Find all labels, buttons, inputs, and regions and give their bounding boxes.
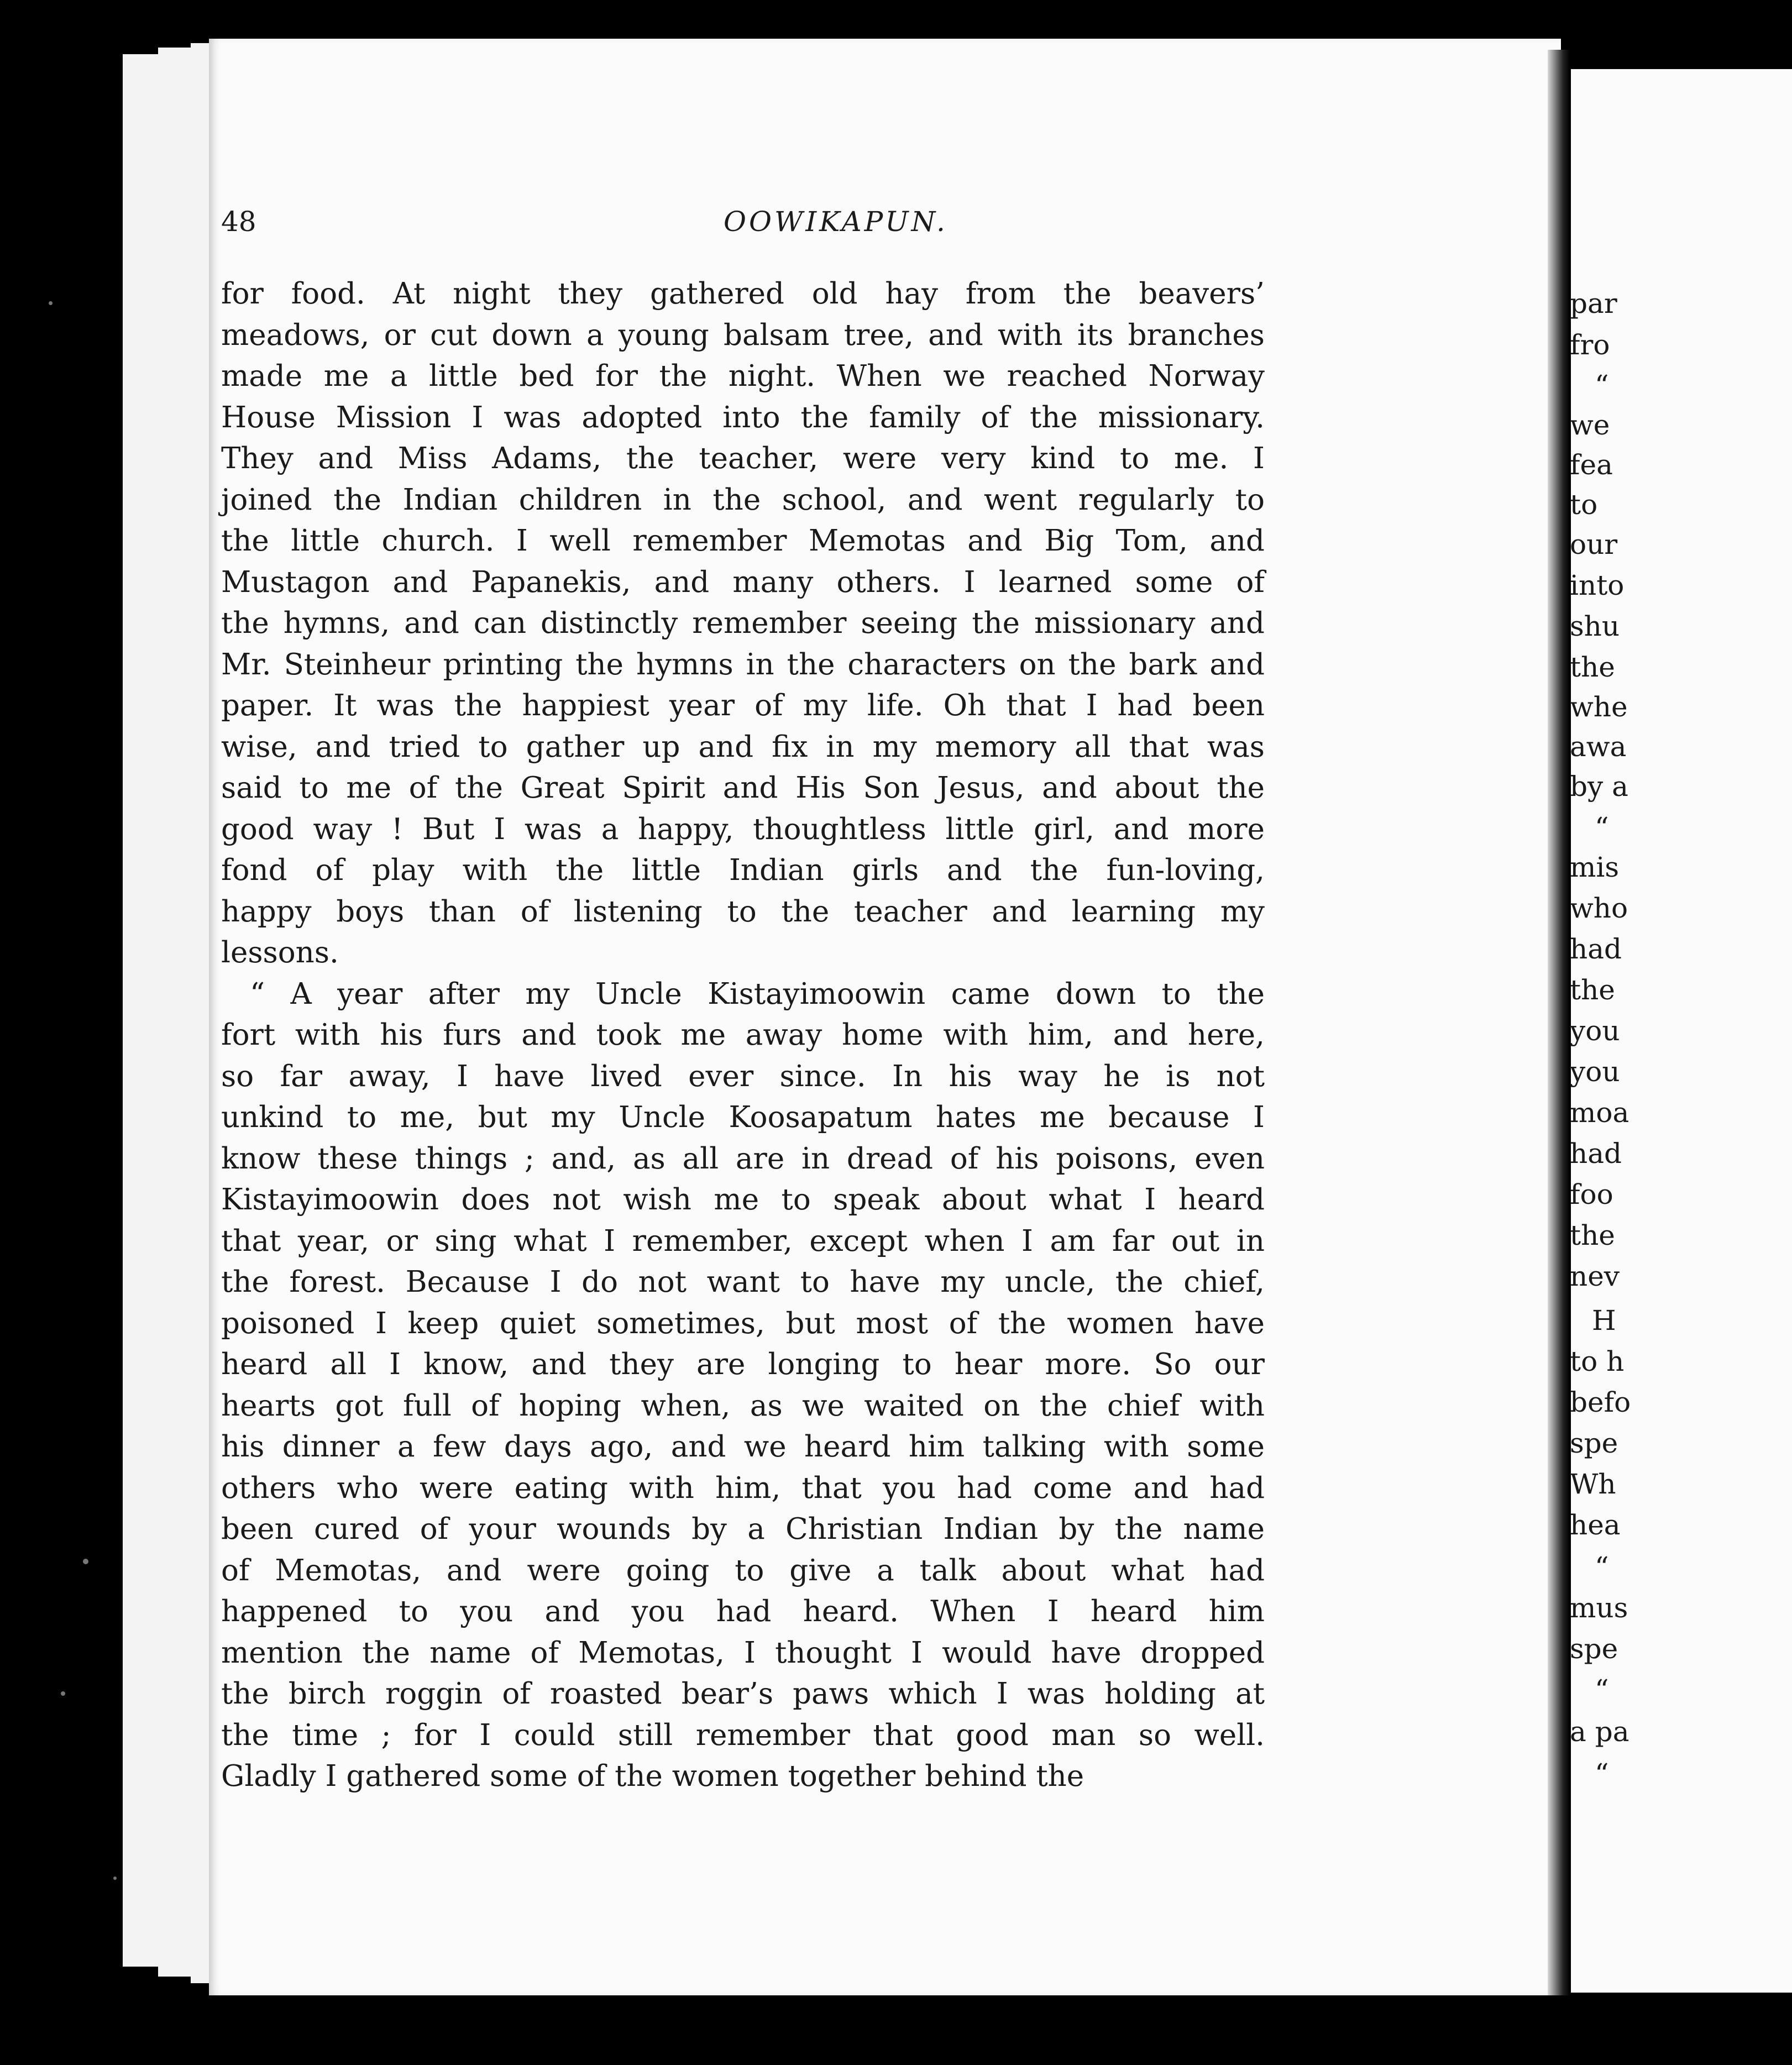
text-line: Mustagon and Papanekis, and many others. I learned some of <box>221 565 1265 599</box>
facing-line-fragment: hea <box>1570 1509 1621 1541</box>
facing-line-fragment: the <box>1570 1219 1615 1251</box>
facing-line-fragment: to <box>1570 489 1598 521</box>
scan-speck <box>113 1877 117 1880</box>
text-line: know these things ; and, as all are in dread of his poisons, even <box>221 1141 1265 1176</box>
facing-line-fragment: had <box>1570 933 1622 965</box>
text-line: meadows, or cut down a young balsam tree, and with its branches <box>221 318 1265 352</box>
facing-line-fragment: moa <box>1570 1097 1629 1129</box>
text-line: the time ; for I could still remember that good man so well. <box>221 1718 1265 1752</box>
facing-line-fragment: mus <box>1570 1592 1628 1624</box>
facing-line-fragment: “ <box>1595 1674 1609 1706</box>
text-line: good way ! But I was a happy, thoughtless little girl, and more <box>221 812 1265 846</box>
book-gutter <box>1548 50 1570 1995</box>
facing-line-fragment: “ <box>1595 369 1609 401</box>
facing-line-fragment: to h <box>1570 1345 1625 1377</box>
scan-speck <box>83 1559 88 1564</box>
facing-line-fragment: “ <box>1595 1551 1609 1583</box>
facing-line-fragment: a pa <box>1570 1716 1629 1748</box>
text-line: that year, or sing what I remember, except when I am far out in <box>221 1224 1265 1258</box>
facing-line-fragment: Wh <box>1570 1468 1616 1500</box>
text-line: made me a little bed for the night. When we reached Norway <box>221 359 1265 393</box>
text-line: lessons. <box>221 936 339 969</box>
facing-line-fragment: spe <box>1570 1633 1618 1665</box>
facing-line-fragment: foo <box>1570 1178 1613 1210</box>
text-line: fort with his furs and took me away home with him, and here, <box>221 1018 1265 1052</box>
text-line: happy boys than of listening to the teacher and learning my <box>221 894 1265 929</box>
facing-line-fragment: by a <box>1570 771 1628 803</box>
facing-line-fragment: H <box>1592 1304 1616 1337</box>
scan-speck <box>61 1691 65 1696</box>
facing-line-fragment: our <box>1570 528 1618 560</box>
text-line: said to me of the Great Spirit and His Son Jesus, and about the <box>221 771 1265 805</box>
facing-line-fragment: par <box>1570 287 1617 319</box>
facing-line-fragment: fro <box>1570 329 1610 361</box>
facing-line-fragment: shu <box>1570 610 1620 642</box>
text-line: for food. At night they gathered old hay from the beavers’ <box>221 277 1265 311</box>
text-line: They and Miss Adams, the teacher, were very kind to me. I <box>221 442 1265 475</box>
facing-line-fragment: befo <box>1570 1386 1631 1418</box>
text-line: Kistayimoowin does not wish me to speak about what I heard <box>221 1183 1265 1217</box>
facing-line-fragment: you <box>1570 1056 1620 1088</box>
text-line: poisoned I keep quiet sometimes, but most of the women have <box>221 1306 1265 1340</box>
text-line: Gladly I gathered some of the women together behind the <box>221 1759 1084 1793</box>
facing-line-fragment: into <box>1570 569 1625 601</box>
facing-line-fragment: “ <box>1595 811 1609 843</box>
facing-line-fragment: the <box>1570 974 1615 1006</box>
text-line: unkind to me, but my Uncle Koosapatum hates me because I <box>221 1100 1265 1134</box>
text-line: Mr. Steinheur printing the hymns in the characters on the bark and <box>221 647 1265 682</box>
text-line: joined the Indian children in the school, and went regularly to <box>221 483 1265 517</box>
text-line: so far away, I have lived ever since. In his way he is not <box>221 1059 1265 1093</box>
text-line: of Memotas, and were going to give a talk about what had <box>221 1553 1265 1587</box>
text-line: fond of play with the little Indian girls and the fun-loving, <box>221 853 1265 887</box>
facing-line-fragment: “ <box>1595 1758 1609 1790</box>
text-line: others who were eating with him, that you had come and had <box>221 1471 1265 1505</box>
facing-line-fragment: you <box>1570 1015 1620 1047</box>
facing-line-fragment: who <box>1570 892 1628 924</box>
body-text <box>221 274 1265 1797</box>
facing-line-fragment: had <box>1570 1138 1622 1170</box>
running-title: OOWIKAPUN. <box>724 206 948 238</box>
text-line: his dinner a few days ago, and we heard him talking with some <box>221 1430 1265 1464</box>
text-line: wise, and tried to gather up and fix in my memory all that was <box>221 730 1265 764</box>
facing-line-fragment: spe <box>1570 1427 1618 1459</box>
facing-line-fragment: awa <box>1570 731 1627 763</box>
text-line: paper. It was the happiest year of my life. Oh that I had been <box>221 689 1265 722</box>
page-number: 48 <box>221 206 256 238</box>
text-line: the little church. I well remember Memotas and Big Tom, and <box>221 524 1265 558</box>
text-line: mention the name of Memotas, I thought I would have dropped <box>221 1636 1265 1670</box>
text-line: the birch roggin of roasted bear’s paws which I was holding at <box>221 1677 1265 1711</box>
scan-speck <box>49 301 53 305</box>
text-line: House Mission I was adopted into the family of the missionary. <box>221 400 1265 434</box>
text-line: “ A year after my Uncle Kistayimoowin came down to the <box>250 977 1265 1011</box>
facing-line-fragment: the <box>1570 651 1615 683</box>
text-line: been cured of your wounds by a Christian Indian by the name <box>221 1512 1265 1546</box>
facing-page-text <box>1570 0 1775 2065</box>
text-line: heard all I know, and they are longing to hear more. So our <box>221 1348 1265 1381</box>
facing-line-fragment: fea <box>1570 449 1613 481</box>
text-line: the hymns, and can distinctly remember seeing the missionary and <box>221 606 1265 640</box>
facing-line-fragment: whe <box>1570 691 1628 723</box>
facing-line-fragment: nev <box>1570 1260 1620 1292</box>
text-line: the forest. Because I do not want to have my uncle, the chief, <box>221 1265 1265 1299</box>
text-line: happened to you and you had heard. When I heard him <box>221 1595 1265 1628</box>
text-line: hearts got full of hoping when, as we waited on the chief with <box>221 1388 1265 1423</box>
facing-line-fragment: we <box>1570 409 1610 441</box>
facing-line-fragment: mis <box>1570 851 1620 883</box>
